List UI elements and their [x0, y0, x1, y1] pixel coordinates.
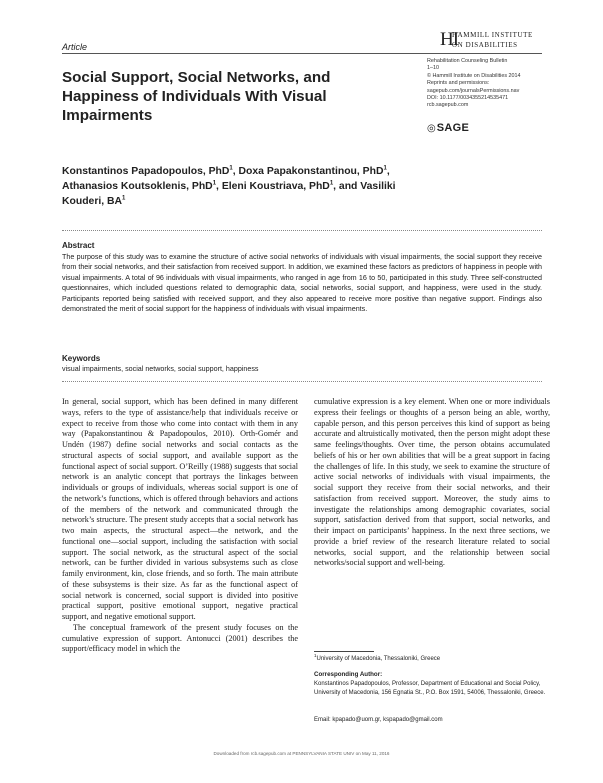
download-notice: Downloaded from rcb.sagepub.com at PENNSYLVANIA STATE UNIV on May 11, 2016	[213, 751, 390, 756]
publisher-logo-monogram: HI	[440, 29, 459, 50]
corresponding-author-email[interactable]: Email: kpapado@uom.gr, kspapado@gmail.com	[314, 717, 443, 723]
sage-wordmark: SAGE	[436, 122, 470, 134]
sage-icon: ◎	[427, 122, 436, 134]
body-paragraph: cumulative expression is a key element. When one or more individuals express their feelings or thoughts of a person being an able, worthy, capable person, and this person perceives this kind of support as being accurate and altruistically motivated, then the person might adopt these same feelings/thoughts. Over time, the person obtains accumulated beliefs of his or her own abilities that will be a great support in facing the challenges of life. In this study, we seek to examine the structure of active social networks of individuals with visual impairments, the social support they receive from their social networks, and their satisfaction from received support. Moreover, the study aims to investigate the relationships among demographic covariates, social support, satisfaction derived from that support, social networks, and their impact on participants’ happiness. In the next three sections, we provide a brief review of the research literature related to social networks, social support, and the relationship between social networks/social support and well-being.	[314, 397, 550, 568]
author-name: Eleni Koustriava, PhD	[221, 181, 330, 192]
author-list	[62, 164, 422, 209]
keywords-heading: Keywords	[62, 354, 101, 363]
author-separator: ,	[216, 181, 222, 192]
keywords-text: visual impairments, social networks, social support, happiness	[62, 365, 259, 373]
journal-name: Rehabilitation Counseling Bulletin	[427, 58, 508, 64]
copyright: © Hammill Institute on Disabilities 2014	[427, 72, 521, 79]
doi[interactable]: DOI: 10.1177/0034355214535471	[427, 95, 509, 102]
page-range: 1–10	[427, 65, 439, 72]
header-divider	[62, 53, 542, 54]
author-affiliation-mark: 1	[122, 195, 126, 202]
permissions-link[interactable]: sagepub.com/journalsPermissions.nav	[427, 87, 520, 94]
author-affiliation-mark: 1	[212, 180, 217, 187]
affiliation-mark: 1	[314, 653, 317, 658]
footnote-divider	[314, 651, 374, 652]
author-separator: ,	[232, 166, 239, 177]
corresponding-author-details: Konstantinos Papadopoulos, Professor, Department of Educational and Social Policy, University of Macedonia, 156 Egnatia St., P.O. Box 1591, 54006, Thessaloniki, Greece.	[314, 681, 546, 697]
affiliation-text: University of Macedonia, Thessaloniki, Greece	[316, 656, 441, 662]
author-name: Vasiliki Kouderi, BA	[62, 181, 396, 207]
publisher-logo-line2: ON DISABILITIES	[452, 41, 518, 49]
author-name: Konstantinos Papadopoulos, PhD	[62, 166, 230, 177]
keywords-divider	[62, 381, 542, 382]
body-paragraph: In general, social support, which has been defined in many different ways, refers to the type of assistance/help that individuals receive or expect to receive from those who come into contact with them in any way (Papakonstantinou & Papadopoulos, 2010). Orth-Gomér and Undén (1987) define social networks and social contacts as the structural aspects of social support, and available support as the functional aspect of social support. O’Reilly (1988) suggests that social network is an analytic concept that portrays the linkages between individuals or groups of individuals, whereas social support is one of the network’s functions, which is offered through behaviors and actions of the members of the network and communicated through the network’s structure. The present study accepts that a social network has two main aspects, the structural aspect—the network, and the functional one—social support, including the satisfaction with social support. The social network, as the structural aspect of the social network, can be further divided in various subsystems such as close family environment, kin, close friends, and so forth. The main attribute of these subsystems is their size. As far as the functional aspect of social network is concerned, social support is divided into positive practical support, positive emotional support, negative practical support, and negative emotional support.	[62, 397, 298, 621]
author-separator: ,	[386, 166, 390, 177]
body-paragraph: The conceptual framework of the present study focuses on the cumulative expression of support. Antonucci (2001) describes the support/efficacy model in which the	[62, 622, 298, 654]
body-column-left	[62, 397, 298, 655]
author-affiliation-mark: 1	[329, 180, 334, 187]
body-column-right	[314, 397, 550, 569]
publisher-logo-line1: HAMMILL INSTITUTE	[452, 31, 533, 39]
author-name: Athanasios Koutsoklenis, PhD	[62, 181, 213, 192]
abstract-divider	[62, 230, 542, 231]
abstract-heading: Abstract	[62, 241, 95, 250]
article-title: Social Support, Social Networks, and Happiness of Individuals With Visual Impairments	[62, 69, 331, 124]
author-affiliation-mark: 1	[383, 165, 387, 172]
author-affiliation-mark: 1	[229, 165, 233, 172]
corresponding-author-heading: Corresponding Author:	[314, 671, 383, 678]
article-type-label: Article	[62, 42, 88, 52]
author-name: Doxa Papakonstantinou, PhD	[238, 166, 384, 177]
reprints-label: Reprints and permissions:	[427, 80, 490, 87]
journal-url[interactable]: rcb.sagepub.com	[427, 102, 469, 109]
author-separator: , and	[333, 181, 361, 192]
affiliation-footnote	[314, 653, 550, 662]
publisher-logo	[440, 30, 550, 52]
sage-logo	[427, 122, 469, 134]
journal-metadata	[427, 58, 557, 110]
abstract-text: The purpose of this study was to examine the structure of active social networks of individuals with visual impairments, the social support they receive from their social networks, and their satisfaction from received support. In addition, we examined these factors as predictors of happiness in people with visual impairments. A total of 96 individuals with visual impairments, who ranged in age from 16 to 50, participated in this study. Three self-constructed questionnaires, which included questions related to demographic data, social networks, social support, and happiness, were used in the study. Participants reported being satisfied with received support, and they also appeared to receive more positive than negative support. Findings also demonstrated the merit of social support for the happiness of individuals with visual impairments.	[62, 253, 542, 314]
